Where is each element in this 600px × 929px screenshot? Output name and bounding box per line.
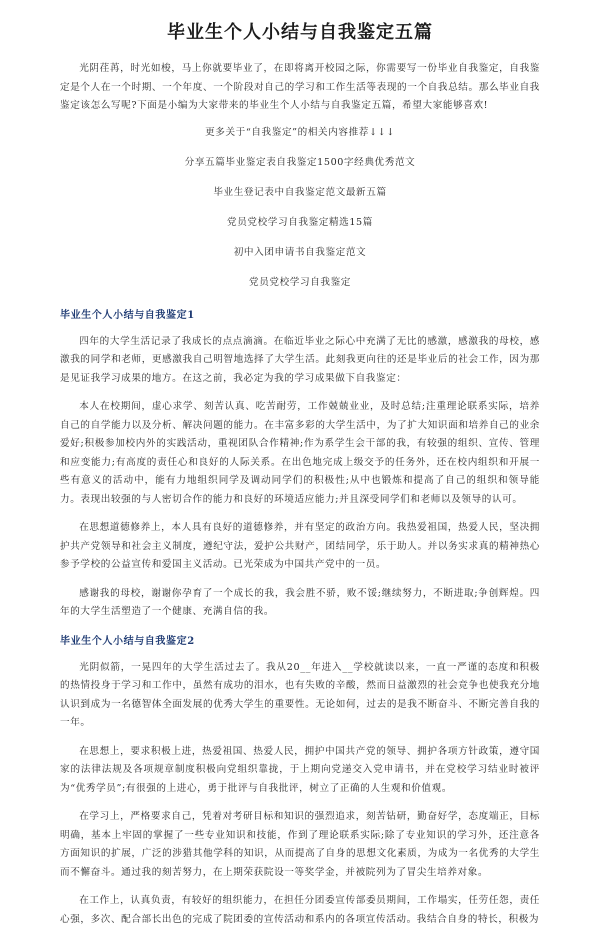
related-links: [60, 126, 540, 289]
section-heading: 毕业生个人小结与自我鉴定2: [60, 632, 540, 647]
related-link[interactable]: 初中入团申请书自我鉴定范文: [60, 246, 540, 259]
body-paragraph: 感谢我的母校，谢谢你孕育了一个成长的我，我会胜不骄，败不馁;继续努力，不断进取;争创辉煌。四年的大学生活塑造了一个健康、充满自信的我。: [60, 585, 540, 622]
body-paragraph: 在思想上，要求积极上进，热爱祖国、热爱人民，拥护中国共产党的领导、拥护各项方针政策，遵守国家的法律法规及各项规章制度积极向党组织靠拢，于上期向党递交入党申请书，并在党校学习结业时被评为“优秀学员”;有很强的上进心，勇于批评与自我批评，树立了正确的人生观和价值观。: [60, 743, 540, 799]
body-paragraph: 在思想道德修养上，本人具有良好的道德修养，并有坚定的政治方向。我热爱祖国，热爱人民，坚决拥护共产党领导和社会主义制度，遵纪守法，爱护公共财产，团结同学，乐于助人。并以务实求真的精神热心参予学校的公益宣传和爱国主义活动。已光荣成为中国共产党中的一员。: [60, 519, 540, 575]
body-paragraph: 在工作上，认真负责，有较好的组织能力，在担任分团委宣传部委员期间，工作塌实，任劳任怨，责任心强，多次、配合部长出色的完成了院团委的宣传活动和系内的各项宣传活动。我结合自身的特长，积极为: [60, 892, 540, 929]
page-title: 毕业生个人小结与自我鉴定五篇: [60, 18, 540, 44]
body-paragraph: 光阴似箭，一晃四年的大学生活过去了。我从20__年进入__学校就读以来，一直一严谨的态度和积极的热情投身于学习和工作中，虽然有成功的泪水，也有失败的辛酸，然而日益激烈的社会竞争也使我充分地认识到成为一名德智体全面发展的优秀大学生的重要性。无论如何，过去的是我不断奋斗、不断完善自我的一年。: [60, 659, 540, 733]
body-paragraph: 本人在校期间，虚心求学、刻苦认真、吃苦耐劳，工作兢兢业业，及时总结;注重理论联系实际，培养自己的自学能力以及分析、解决问题的能力。在丰富多彩的大学生活中，为了扩大知识面和培养自己的业余爱好;积极参加校内外的实践活动，重视团队合作精神;作为系学生会干部的我，有较强的组织、宣传、管理和应变能力;有高度的责任心和良好的人际关系。在出色地完成上级交予的任务外，还在校内组织和开展一些有意义的活动中，能有力地组织同学及调动同学们的积极性;从中也锻炼和提高了自己的组织和领导能力。表现出较强的与人密切合作的能力和良好的环境适应能力;并且深受同学们和老师以及领导的认可。: [60, 398, 540, 509]
section-1: [60, 306, 540, 622]
related-link[interactable]: 党员党校学习自我鉴定精选15篇: [60, 216, 540, 229]
body-paragraph: 四年的大学生活记录了我成长的点点滴滴。在临近毕业之际心中充满了无比的感激，感激我的母校，感激我的同学和老师，更感激我自己明智地选择了大学生活。此刻我更向往的还是毕业后的社会工作，因为那是见证我学习成果的地方。在这之前，我必定为我的学习成果做下自我鉴定：: [60, 333, 540, 389]
related-link[interactable]: 分享五篇毕业鉴定表自我鉴定1500字经典优秀范文: [60, 156, 540, 169]
body-paragraph: 在学习上，严格要求自己，凭着对考研目标和知识的强烈追求，刻苦钻研，勤奋好学，态度端正，目标明确，基本上牢固的掌握了一些专业知识和技能，作到了理论联系实际;除了专业知识的学习外，还注意各方面知识的扩展，广泛的涉猎其他学科的知识，从而提高了自身的思想文化素质，为成为一名优秀的大学生而不懈奋斗。通过我的刻苦努力，在上期荣获院设一等奖学金，并被院列为了冒尖生培养对象。: [60, 808, 540, 882]
related-link[interactable]: 党员党校学习自我鉴定: [60, 276, 540, 289]
related-heading: 更多关于“自我鉴定”的相关内容推荐↓↓↓: [60, 126, 540, 139]
related-link[interactable]: 毕业生登记表中自我鉴定范文最新五篇: [60, 186, 540, 199]
section-2: [60, 632, 540, 929]
section-heading: 毕业生个人小结与自我鉴定1: [60, 306, 540, 321]
intro-paragraph: 光阴荏苒，时光如梭，马上你就要毕业了，在即将离开校园之际，你需要写一份毕业自我鉴定，自我鉴定是个人在一个时期、一个年度、一个阶段对自己的学习和工作生活等表现的一个自我总结。那么毕业自我鉴定该怎么写呢?下面是小编为大家带来的毕业生个人小结与自我鉴定五篇，希望大家能够喜欢!: [60, 60, 540, 116]
